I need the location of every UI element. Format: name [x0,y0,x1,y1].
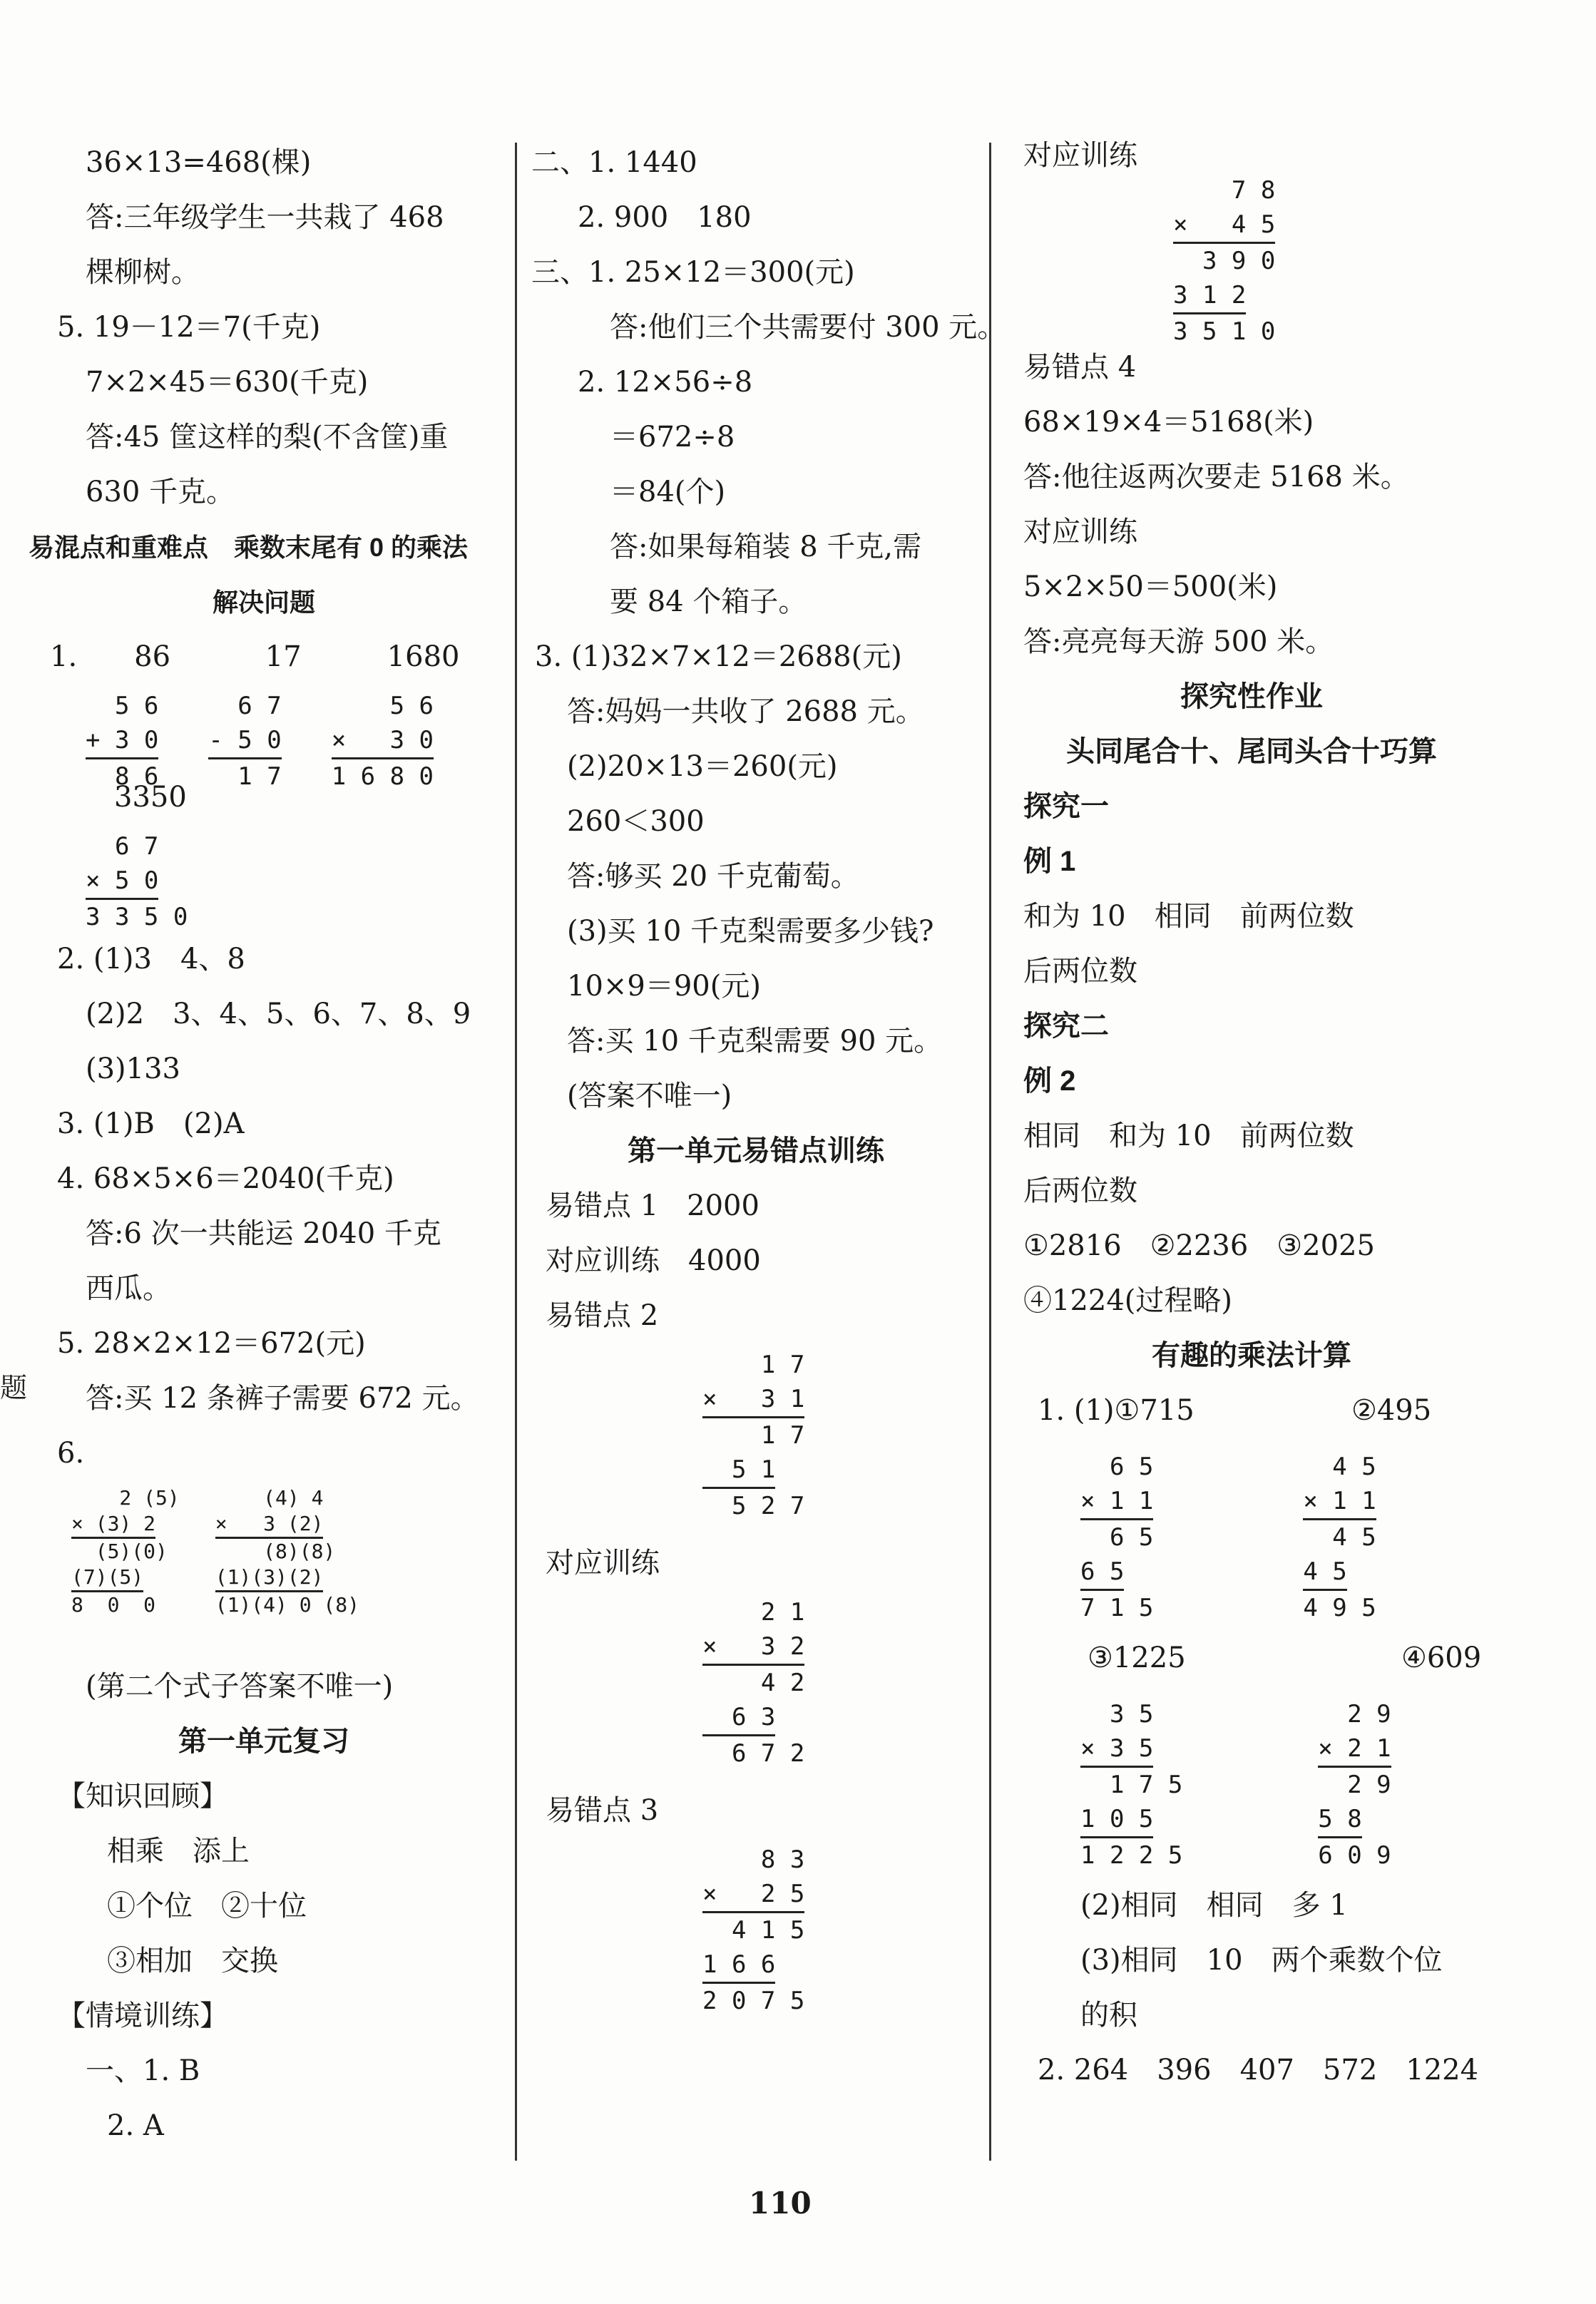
answer-line: 7×2×45＝630(千克) [86,366,369,399]
section-title: 第一单元复习 [178,1726,349,1757]
section-subtitle: 头同尾合十、尾同头合十巧算 [1066,736,1437,767]
subsection-title: 【情境训练】 [57,2000,228,2032]
example-label: 例 2 [1023,1065,1076,1097]
answer-line: 6. [57,1437,85,1470]
answer-line: 棵柳树。 [86,256,200,289]
answer-line: 答:够买 20 千克葡萄。 [567,860,859,893]
vertical-calc: 6 5 × 1 1 6 5 6 5 7 1 5 [1080,1453,1154,1622]
answer-line: 相同 和为 10 前两位数 [1023,1120,1354,1152]
answer-line: 易错点 1 2000 [546,1189,759,1222]
answer-line: 对应训练 [1023,139,1137,172]
section-title: 探究性作业 [1180,681,1323,712]
section-title: 易混点和重难点 乘数末尾有 0 的乘法 [29,533,469,562]
answer-line: 260＜300 [567,805,705,838]
answer-line: 1. (1)①715 [1038,1394,1195,1427]
vertical-calc: 2 9 × 2 1 2 9 5 8 6 0 9 [1318,1700,1391,1870]
answer-line: 对应训练 [1023,516,1137,548]
subsection-title: 【知识回顾】 [57,1780,228,1813]
page-number: 110 [749,2186,812,2221]
vertical-calc-wrap [531,1838,981,2031]
answer-line: 对应训练 [546,1547,660,1579]
column-3 [1023,128,1580,2098]
answer-line: 答:三年级学生一共栽了 468 [86,201,444,234]
subsection-title: 探究二 [1023,1010,1109,1042]
answer-line: 3. (1)B (2)A [57,1107,245,1140]
answer-line: 三、1. 25×12＝300(元) [531,256,855,289]
answer-line: 5. 19－12＝7(千克) [57,311,321,344]
answer-line: ①个位 ②十位 [107,1890,307,1922]
vertical-calc-wrap [531,1343,981,1536]
answer-line: 易错点 2 [546,1299,659,1332]
answer-row [1023,1383,1580,1438]
answer-line: (2)2 3、4、5、6、7、8、9 [86,998,471,1030]
answer-line: 答:他们三个共需要付 300 元。 [610,311,1006,344]
answer-line: ③1225 [1088,1642,1186,1674]
vertical-calc-row [29,825,499,932]
subsection-title: 探究一 [1023,791,1109,822]
answer-line: 2. A [107,2109,164,2142]
vertical-calc-row [29,685,499,791]
vertical-calc: 1 7 × 3 1 1 7 5 1 5 2 7 [702,1351,805,1520]
section-title: 有趣的乘法计算 [1152,1340,1351,1371]
answer-line: (3)买 10 千克梨需要多少钱? [567,915,934,948]
answer-line: 2. 264 396 407 572 1224 [1038,2054,1479,2087]
vertical-calc-row [1023,1693,1580,1878]
answer-line: ④1224(过程略) [1023,1284,1233,1317]
answer-line: ＝672÷8 [610,421,735,454]
vertical-calc-wrap [531,1591,981,1783]
section-title: 第一单元易错点训练 [628,1135,884,1167]
answer-line: (2)20×13＝260(元) [567,750,838,783]
answer-line: 西瓜。 [86,1272,171,1305]
answer-line: 答:买 12 条裤子需要 672 元。 [86,1382,479,1415]
answer-line: 2. (1)3 4、8 [57,943,245,976]
answer-line: ④609 [1401,1642,1482,1674]
vertical-calc: 4 5 × 1 1 4 5 4 5 4 9 5 [1303,1453,1376,1622]
vertical-calc: 3 5 × 3 5 1 7 5 1 0 5 1 2 2 5 [1080,1700,1183,1870]
vertical-calc: 6 7 - 5 0 1 7 [208,692,282,791]
answer-line: 36×13=468(棵) [86,146,312,179]
answer-line: 后两位数 [1023,1174,1137,1207]
column-divider-2 [989,143,991,2161]
note-line: (第二个式子答案不唯一) [86,1670,394,1703]
answer-line: 答:买 10 千克梨需要 90 元。 [567,1025,943,1058]
vertical-calc: 7 8 × 4 5 3 9 0 3 1 2 3 5 1 0 [1173,176,1276,346]
answer-line: 一、1. B [86,2054,200,2087]
answer-line: 10×9＝90(元) [567,970,761,1003]
answer-line: ＝84(个) [610,476,726,508]
vertical-calc: 5 6 + 3 0 8 6 [86,692,159,791]
answer-line: 答:妈妈一共收了 2688 元。 [567,695,924,728]
section-subtitle: 解决问题 [212,588,315,617]
answer-line: 答:亮亮每天游 500 米。 [1023,625,1334,658]
answer-line: 答:如果每箱装 8 千克,需 [610,531,922,563]
answer-line: 易错点 4 [1023,351,1137,384]
answer-line: (2)相同 相同 多 1 [1080,1889,1348,1922]
answer-line: 要 84 个箱子。 [610,585,807,618]
answer-line: 和为 10 相同 前两位数 [1023,900,1354,933]
answer-line: 2. 900 180 [578,201,752,234]
column-1 [29,135,499,2154]
answer-line: 二、1. 1440 [531,146,697,179]
vertical-calc: 2 (5) × (3) 2 (5)(0) (7)(5) 8 0 0 [71,1486,180,1617]
answer-line: 答:他往返两次要走 5168 米。 [1023,461,1409,493]
answer-line: 4. 68×5×6＝2040(千克) [57,1162,394,1195]
answer-line: 后两位数 [1023,955,1137,988]
answer-line: 630 千克。 [86,476,235,508]
answer-line: 2. 12×56÷8 [578,366,753,399]
vertical-calc-wrap [1023,169,1580,346]
answer-line: (3)相同 10 两个乘数个位 [1080,1944,1443,1977]
answer-line: (3)133 [86,1053,181,1085]
margin-character: 题 [0,1372,28,1403]
answer-line: 3350 [114,781,187,814]
answer-line: 5. 28×2×12＝672(元) [57,1327,366,1360]
vertical-calc: 2 1 × 3 2 4 2 6 3 6 7 2 [702,1598,805,1768]
answer-row [1023,1631,1580,1686]
answer-line: 的积 [1080,1999,1137,2032]
vertical-calc: (4) 4 × 3 (2) (8)(8) (1)(3)(2) (1)(4) 0 (8) [215,1486,360,1617]
answer-line: 5×2×50＝500(米) [1023,570,1278,603]
answer-line: 答:45 筐这样的梨(不含筐)重 [86,421,449,454]
column-divider-1 [515,143,517,2161]
answer-line: (答案不唯一) [567,1080,732,1112]
answer-line: 答:6 次一共能运 2040 千克 [86,1217,441,1250]
vertical-calc-row [1023,1445,1580,1631]
answer-line: 相乘 添上 [107,1835,250,1868]
answer-line: 对应训练 4000 [546,1244,761,1277]
answer-line: 易错点 3 [546,1794,659,1827]
vertical-calc: 6 7 × 5 0 3 3 5 0 [86,832,188,931]
vertical-calc: 8 3 × 2 5 4 1 5 1 6 6 2 0 7 5 [702,1845,805,2015]
answer-line: 68×19×4＝5168(米) [1023,406,1314,439]
answer-line: ③相加 交换 [107,1945,278,1977]
column-2 [531,135,1006,2031]
answer-line: ②495 [1351,1394,1432,1427]
answer-line: 1. 86 17 1680 [50,640,460,673]
vertical-calc: 5 6 × 3 0 1 6 8 0 [331,692,434,791]
example-label: 例 1 [1023,846,1076,877]
answer-line: ①2816 ②2236 ③2025 [1023,1229,1375,1262]
vertical-calc-row [29,1481,499,1659]
answer-line: 3. (1)32×7×12＝2688(元) [535,640,902,673]
